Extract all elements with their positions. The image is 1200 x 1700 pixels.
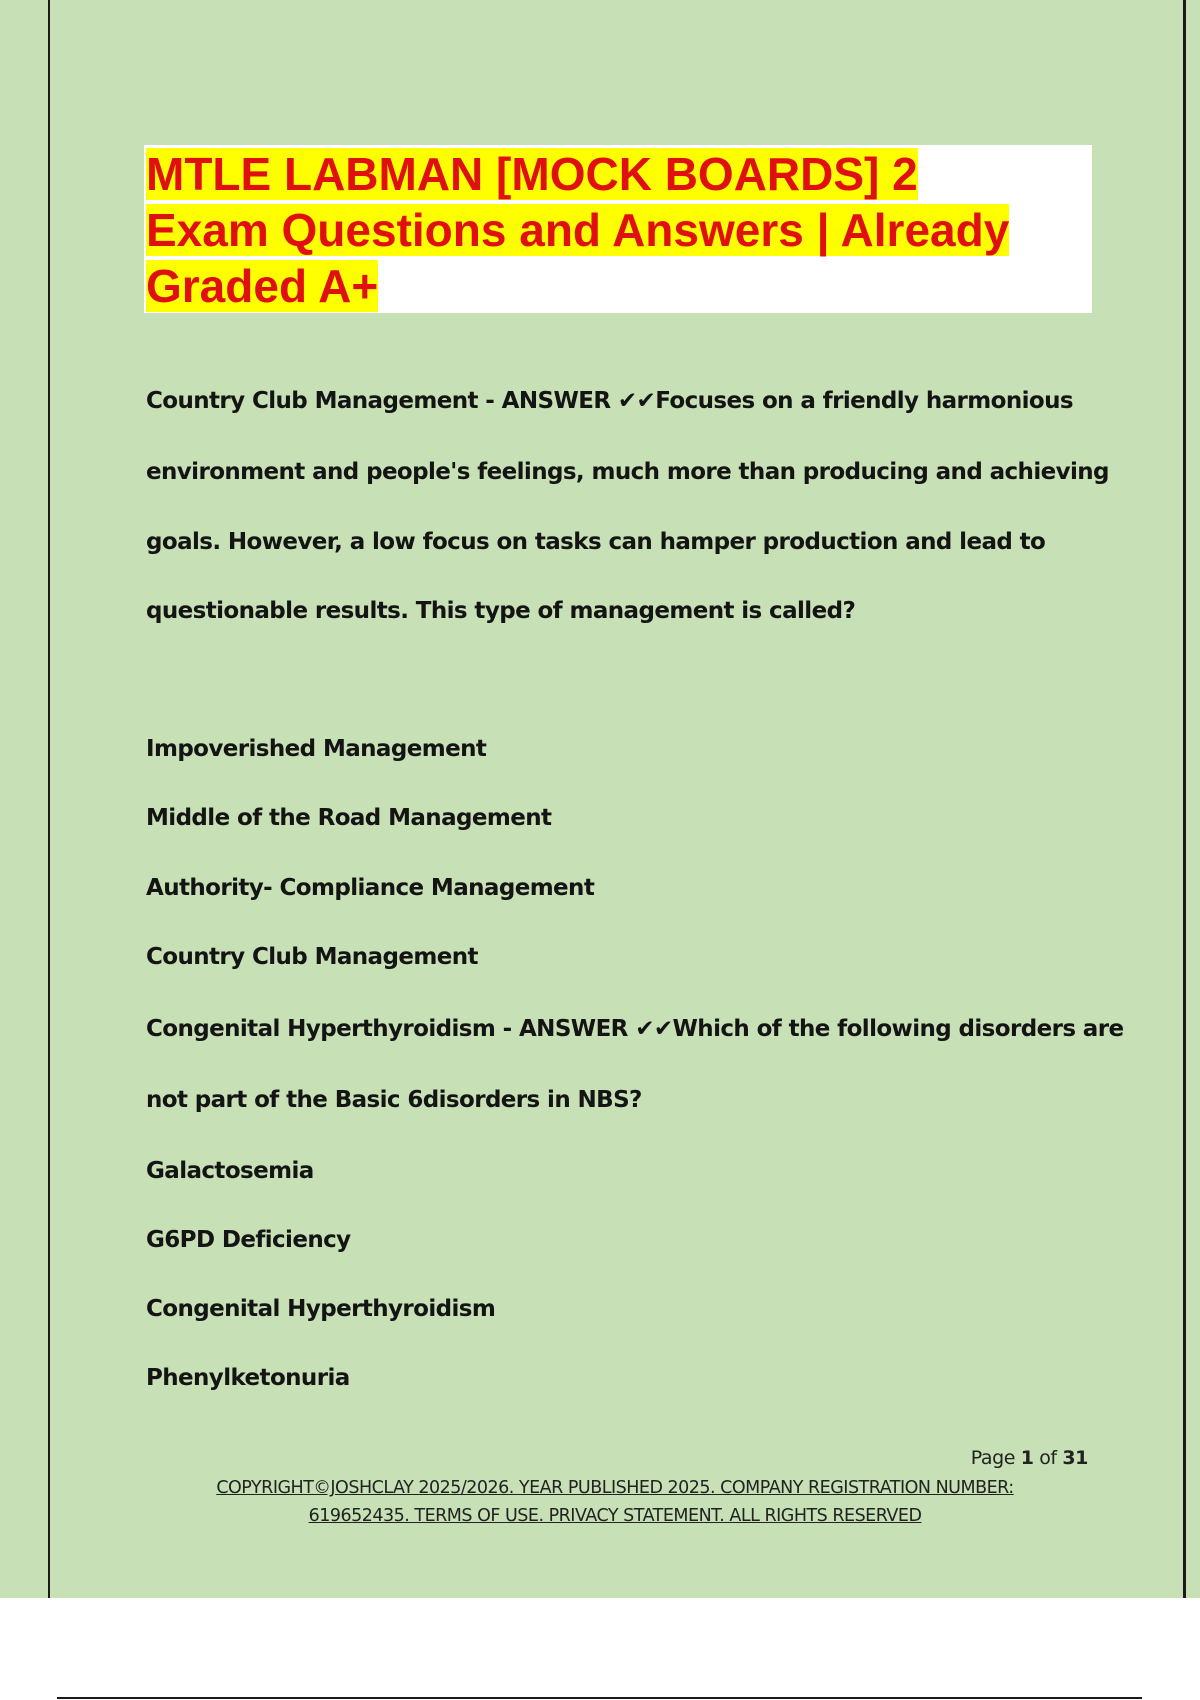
option-country-club: Country Club Management [146, 944, 478, 970]
question-1-line-4: questionable results. This type of management is called? [146, 598, 856, 624]
title-line-3: Graded A+ [146, 260, 379, 312]
question-1-line-1: Country Club Management - ANSWER ✔✔Focuses on a friendly harmonious [146, 388, 1073, 414]
option-middle-of-road: Middle of the Road Management [146, 805, 552, 831]
page-of-word: of [1039, 1447, 1057, 1469]
option-authority-compliance: Authority- Compliance Management [146, 875, 595, 901]
page-word: Page [970, 1447, 1016, 1469]
page-right-border [1183, 0, 1186, 1598]
document-title [146, 146, 1090, 314]
title-line-1: MTLE LABMAN [MOCK BOARDS] 2 [146, 148, 918, 200]
copyright-line-2: 619652435. TERMS OF USE. PRIVACY STATEMENT. ALL RIGHTS RESERVED [308, 1506, 922, 1526]
page-total: 31 [1062, 1447, 1088, 1469]
question-2-line-2: not part of the Basic 6disorders in NBS? [146, 1087, 642, 1113]
copyright-footer [100, 1474, 1130, 1530]
option-galactosemia: Galactosemia [146, 1158, 314, 1184]
page-number [840, 1447, 1088, 1469]
option-g6pd-deficiency: G6PD Deficiency [146, 1227, 351, 1253]
title-line-2: Exam Questions and Answers | Already [146, 204, 1010, 256]
question-1-line-3: goals. However, a low focus on tasks can hamper production and lead to [146, 529, 1046, 555]
option-impoverished: Impoverished Management [146, 736, 487, 762]
page-current: 1 [1020, 1447, 1034, 1469]
bottom-divider [57, 1697, 1142, 1699]
option-congenital-hyperthyroidism: Congenital Hyperthyroidism [146, 1296, 496, 1322]
copyright-line-1: COPYRIGHT©JOSHCLAY 2025/2026. YEAR PUBLISHED 2025. COMPANY REGISTRATION NUMBER: [216, 1478, 1014, 1498]
question-1-line-2: environment and people's feelings, much more than producing and achieving [146, 459, 1109, 485]
option-phenylketonuria: Phenylketonuria [146, 1365, 350, 1391]
page-left-border [48, 0, 50, 1598]
question-2-line-1: Congenital Hyperthyroidism - ANSWER ✔✔Which of the following disorders are [146, 1016, 1124, 1042]
